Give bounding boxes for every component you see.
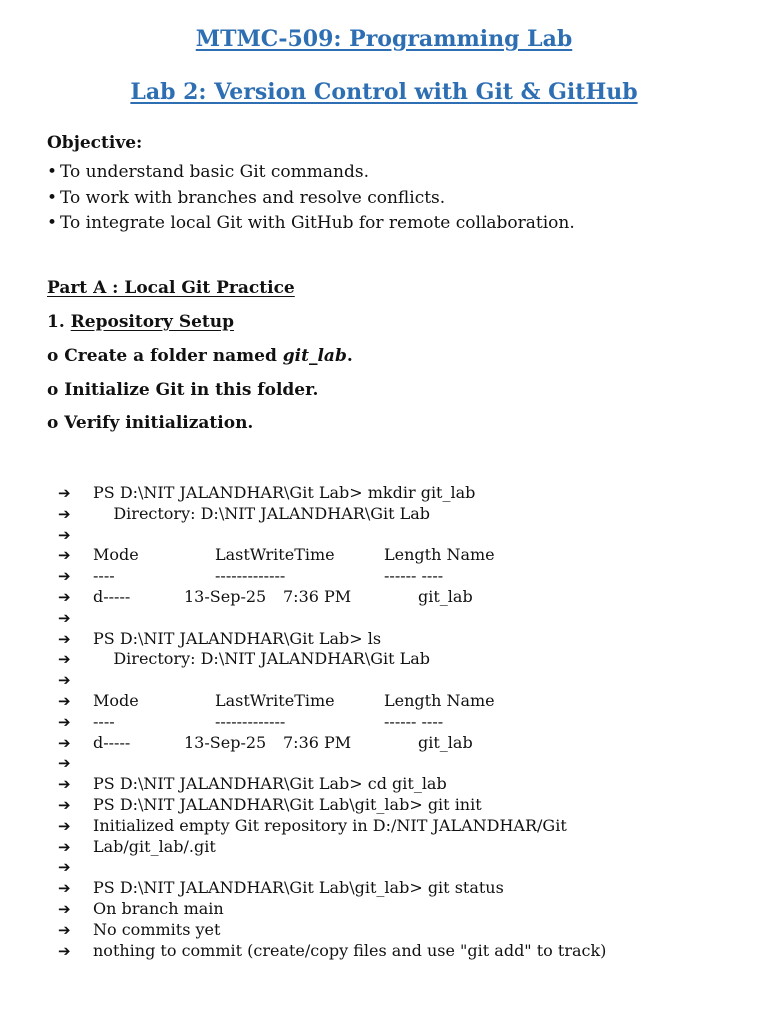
task-text: Verify initialization.: [64, 413, 254, 433]
terminal-text: ------ ----: [384, 566, 444, 586]
arrow-right-icon: ➔: [58, 671, 71, 690]
terminal-text: 13-Sep-25: [184, 732, 267, 752]
terminal-line: [0, 941, 768, 962]
arrow-right-icon: ➔: [58, 484, 71, 502]
objective-list: [47, 162, 575, 239]
terminal-line: [0, 920, 768, 941]
terminal-text: PS D:\NIT JALANDHAR\Git Lab> ls: [93, 628, 382, 648]
terminal-text: LastWriteTime: [215, 545, 335, 565]
terminal-text: PS D:\NIT JALANDHAR\Git Lab\git_lab> git status: [93, 878, 504, 898]
objective-item-text: To work with branches and resolve conflicts.: [60, 187, 446, 208]
terminal-text: LastWriteTime: [215, 690, 335, 710]
terminal-line: [0, 649, 768, 670]
arrow-right-icon: ➔: [58, 941, 71, 960]
arrow-right-icon: ➔: [58, 629, 71, 648]
part-a-heading: Part A : Local Git Practice: [47, 278, 295, 298]
arrow-right-icon: ➔: [58, 858, 71, 877]
task-init-git: [47, 382, 318, 399]
task-text: Initialize Git in this folder.: [64, 380, 319, 400]
bullet-icon: •: [47, 162, 58, 182]
terminal-text: Lab/git_lab/.git: [93, 836, 216, 856]
terminal-text: nothing to commit (create/copy files and use "git add" to track): [93, 940, 607, 960]
arrow-right-icon: ➔: [58, 837, 71, 856]
terminal-text: PS D:\NIT JALANDHAR\Git Lab> mkdir git_lab: [93, 483, 476, 502]
terminal-text: PS D:\NIT JALANDHAR\Git Lab\git_lab> git init: [93, 794, 482, 814]
terminal-line: [0, 670, 768, 691]
terminal-line: [0, 691, 768, 712]
terminal-line: [0, 837, 768, 858]
terminal-line: [0, 566, 768, 587]
bullet-icon: •: [47, 213, 58, 233]
objective-item-text: To understand basic Git commands.: [60, 162, 369, 182]
arrow-right-icon: ➔: [58, 754, 71, 773]
terminal-line: [0, 857, 768, 878]
lab-title: Lab 2: Version Control with Git & GitHub: [130, 79, 638, 105]
terminal-line: [0, 629, 768, 650]
folder-name: git_lab: [282, 346, 347, 366]
terminal-text: ----: [93, 711, 115, 731]
task-verify: [47, 415, 253, 432]
objective-item: [47, 162, 575, 188]
task-create-folder: [47, 348, 353, 365]
task-text: Create a folder named: [64, 346, 277, 366]
terminal-text: PS D:\NIT JALANDHAR\Git Lab> cd git_lab: [93, 774, 447, 794]
objective-item-text: To integrate local Git with GitHub for remote collaboration.: [60, 213, 575, 233]
arrow-right-icon: ➔: [58, 795, 71, 814]
terminal-line: [0, 774, 768, 795]
arrow-right-icon: ➔: [58, 567, 71, 586]
arrow-right-icon: ➔: [58, 608, 71, 627]
terminal-text: 13-Sep-25: [184, 586, 267, 606]
terminal-line: [0, 545, 768, 566]
arrow-right-icon: ➔: [58, 712, 71, 731]
terminal-output: [0, 483, 768, 961]
terminal-text: -------------: [215, 711, 286, 731]
arrow-right-icon: ➔: [58, 733, 71, 752]
step-number: 1.: [47, 312, 65, 332]
terminal-line: [0, 504, 768, 525]
step-title: Repository Setup: [70, 312, 235, 332]
task-bullet: o: [47, 346, 59, 366]
terminal-text: No commits yet: [93, 919, 221, 939]
terminal-text: d-----: [93, 586, 131, 606]
terminal-text: d-----: [93, 732, 131, 752]
terminal-text: -------------: [215, 566, 286, 586]
task-bullet: o: [47, 413, 59, 433]
terminal-text: 7:36 PM: [283, 732, 352, 752]
arrow-right-icon: ➔: [58, 920, 71, 939]
terminal-line: [0, 608, 768, 629]
arrow-right-icon: ➔: [58, 504, 71, 523]
terminal-text: git_lab: [418, 732, 473, 752]
terminal-text: Mode: [93, 690, 139, 710]
terminal-text: Directory: D:\NIT JALANDHAR\Git Lab: [93, 503, 431, 523]
arrow-right-icon: ➔: [58, 525, 71, 544]
terminal-line: [0, 899, 768, 920]
arrow-right-icon: ➔: [58, 650, 71, 669]
objective-item: [47, 213, 575, 239]
arrow-right-icon: ➔: [58, 546, 71, 565]
bullet-icon: •: [47, 187, 58, 208]
terminal-text: Directory: D:\NIT JALANDHAR\Git Lab: [93, 649, 431, 669]
terminal-text: Mode: [93, 545, 139, 565]
terminal-text: ----: [93, 566, 115, 586]
task-bullet: o: [47, 380, 59, 400]
arrow-right-icon: ➔: [58, 816, 71, 835]
terminal-line: [0, 733, 768, 754]
arrow-right-icon: ➔: [58, 879, 71, 898]
task-suffix: .: [346, 346, 353, 366]
terminal-line: [0, 525, 768, 546]
arrow-right-icon: ➔: [58, 775, 71, 794]
terminal-text: On branch main: [93, 898, 224, 918]
step-heading: [47, 314, 234, 331]
terminal-line: [0, 795, 768, 816]
arrow-right-icon: ➔: [58, 691, 71, 710]
terminal-text: ------ ----: [384, 711, 444, 731]
objective-label: Objective:: [47, 133, 143, 153]
arrow-right-icon: ➔: [58, 587, 71, 606]
terminal-text: 7:36 PM: [283, 586, 352, 606]
terminal-line: [0, 587, 768, 608]
arrow-right-icon: ➔: [58, 899, 71, 918]
terminal-text: Length Name: [384, 545, 495, 565]
terminal-line: [0, 483, 768, 504]
terminal-line: [0, 753, 768, 774]
course-title: MTMC-509: Programming Lab: [195, 26, 573, 52]
objective-item: [47, 188, 575, 214]
terminal-text: Length Name: [384, 690, 495, 710]
terminal-text: Initialized empty Git repository in D:/NIT JALANDHAR/Git: [93, 815, 567, 835]
terminal-line: [0, 816, 768, 837]
terminal-line: [0, 878, 768, 899]
terminal-line: [0, 712, 768, 733]
terminal-text: git_lab: [418, 586, 473, 606]
